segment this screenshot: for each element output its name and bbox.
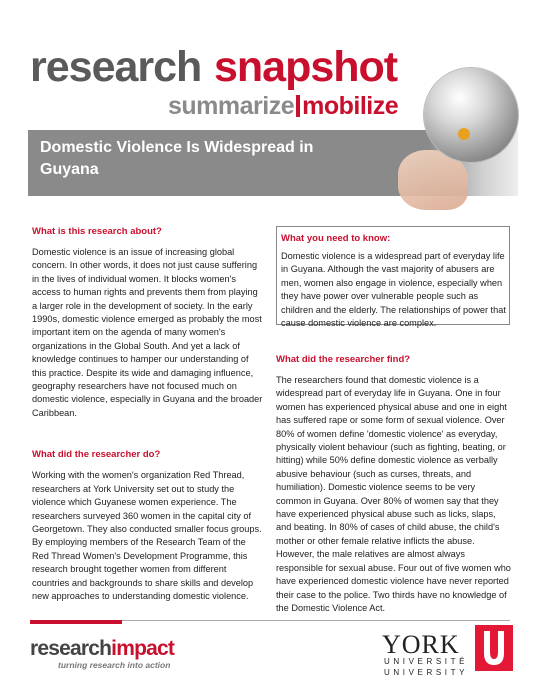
masthead-summarize: summarize — [168, 92, 295, 120]
masthead-subtitle — [168, 94, 398, 119]
masthead-mobilize: mobilize — [302, 92, 399, 120]
about-body: Domestic violence is an issue of increasing global concern. In other words, it does not just cause suffering in the lives of individual women. It blocks women's access to human rights and prevents them from playing a larger role in the development of society. In the early 1990s, domestic violence emerged as probably the most important item on the agenda of many women's organizations in the Global South. And yet a lack of knowledge continues to hamper our understanding of this practice. Despite its wide and damaging influence, geography researchers have not focused much on domestic violence, especially in Guyana and the broader Caribbean. — [32, 247, 263, 418]
find-body: The researchers found that domestic violence is a widespread part of everyday life in Guyana. One in four women has experienced physical abuse and one in eight has suffered rape or some form of sexual violence. Over 80% of women define 'domestic violence' as everyday, physically violent behaviour (such as fighting, beating, or hitting) while 50% define domestic violence as verbally abusive behaviour (such as curses, threats, and humiliation). Domestic violence seems to be very common in Guyana. Over 80% of women say that they have experienced physical abuse such as licks, slaps, and beating. In 80% of cases of child abuse, the child's mother or other female relative inflicts the abuse. However, the male relatives are almost always responsible for sexual abuse. Four out of five women who have experienced domestic violence have never reported their case to the police. Two thirds have no knowledge of the Domestic Violence Act. — [276, 375, 511, 613]
need-to-know-box — [276, 226, 510, 329]
york-u-logo-icon — [475, 625, 513, 671]
find-section — [276, 354, 512, 615]
masthead-research-word: research — [30, 43, 202, 91]
need-heading: What you need to know: — [281, 233, 391, 244]
need-body: Domestic violence is a widespread part of everyday life in Guyana. Although the vast majority of abusers are men, women also engage in violence, especially when they have power over vulnerable people such as children and the elderly. The relationships of power that cause domestic violence are complex. — [281, 251, 506, 329]
research-impact-logo — [30, 638, 174, 659]
york-wordmark: YORK — [382, 630, 460, 659]
ri-impact-word: impact — [111, 637, 175, 660]
ri-research-word: research — [30, 637, 112, 660]
york-universite: UNIVERSITÉ — [384, 657, 469, 666]
masthead-snapshot-word: snapshot — [214, 43, 398, 91]
page-title: Domestic Violence Is Widespread in Guyana — [40, 139, 314, 178]
left-column — [32, 226, 264, 603]
did-body: Working with the women's organization Red Thread, researchers at York University set out to study the violence which Guyanese women experience. The researchers surveyed 360 women in the capital city of Georgetown. They also conducted smaller focus groups. By employing members of the Research Team of the Red Thread Women's Development Programme, this research brought together women from different countries and backgrounds to share skills and develop new approaches to understanding domestic violence. — [32, 470, 262, 601]
ri-tagline: turning research into action — [58, 660, 171, 670]
did-heading: What did the researcher do? — [32, 449, 161, 461]
find-heading: What did the researcher find? — [276, 354, 411, 365]
globe-pin-icon — [458, 128, 470, 140]
footer-accent-stripe — [30, 620, 122, 624]
york-university: UNIVERSITY — [384, 668, 469, 677]
about-heading: What is this research about? — [32, 226, 162, 237]
masthead-divider — [296, 95, 300, 117]
globe-image — [424, 68, 518, 162]
